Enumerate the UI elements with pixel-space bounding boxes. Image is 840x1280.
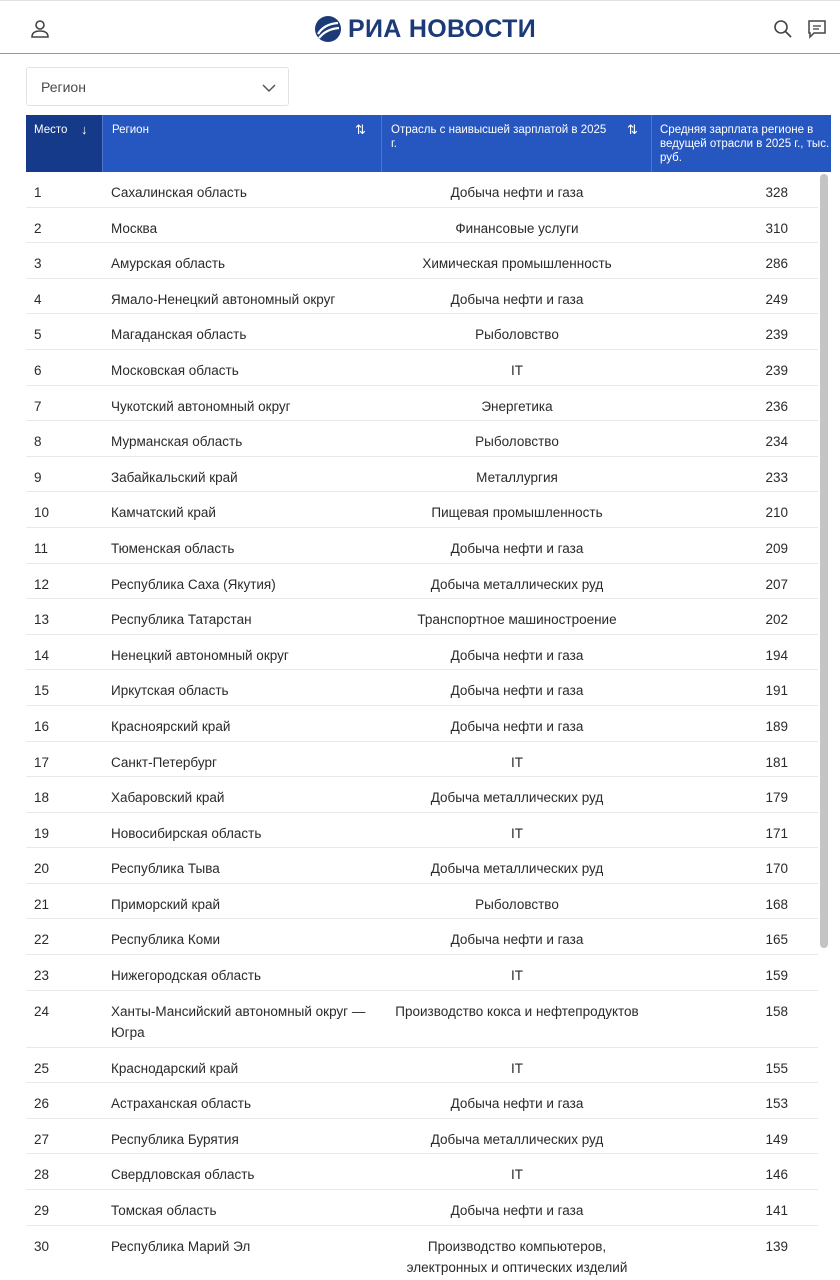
industry-cell: IT bbox=[511, 754, 523, 770]
salary-cell: 286 bbox=[765, 256, 788, 272]
table-row bbox=[26, 742, 818, 778]
salary-cell: 171 bbox=[765, 825, 788, 841]
salary-cell: 249 bbox=[765, 291, 788, 307]
industry-cell: IT bbox=[511, 968, 523, 984]
industry-cell: Финансовые услуги bbox=[455, 220, 579, 236]
table-row bbox=[26, 564, 818, 600]
search-icon[interactable] bbox=[772, 18, 794, 40]
table-row bbox=[26, 457, 818, 493]
region-cell: Иркутская область bbox=[111, 683, 229, 699]
top-bar bbox=[0, 0, 840, 54]
table-row bbox=[26, 421, 818, 457]
region-select[interactable] bbox=[26, 67, 289, 106]
table-row bbox=[26, 813, 818, 849]
logo-emblem-icon bbox=[314, 15, 342, 43]
rank-cell: 19 bbox=[34, 825, 50, 841]
salary-cell: 158 bbox=[765, 1003, 788, 1019]
scrollbar-thumb[interactable] bbox=[820, 174, 828, 948]
industry-cell: Производство компьютеров, электронных и оптических изделий bbox=[406, 1238, 628, 1275]
region-cell: Республика Бурятия bbox=[111, 1131, 239, 1147]
table-row bbox=[26, 1154, 818, 1190]
region-cell: Ненецкий автономный округ bbox=[111, 647, 289, 663]
region-cell: Тюменская область bbox=[111, 540, 235, 556]
rank-cell: 9 bbox=[34, 469, 42, 485]
column-header-industry[interactable] bbox=[381, 115, 651, 172]
region-cell: Приморский край bbox=[111, 896, 221, 912]
rank-cell: 14 bbox=[34, 647, 50, 663]
region-cell: Мурманская область bbox=[111, 434, 243, 450]
table-row bbox=[26, 955, 818, 991]
region-cell: Московская область bbox=[111, 362, 239, 378]
salary-cell: 191 bbox=[765, 683, 788, 699]
salary-cell: 236 bbox=[765, 398, 788, 414]
industry-cell: IT bbox=[511, 825, 523, 841]
salary-cell: 141 bbox=[765, 1203, 788, 1219]
region-cell: Республика Татарстан bbox=[111, 612, 252, 628]
table-row bbox=[26, 777, 818, 813]
table-row bbox=[26, 243, 818, 279]
table-row bbox=[26, 706, 818, 742]
rank-cell: 16 bbox=[34, 718, 50, 734]
industry-cell: Добыча нефти и газа bbox=[450, 718, 584, 734]
industry-cell: Добыча нефти и газа bbox=[450, 932, 584, 948]
salary-cell: 155 bbox=[765, 1060, 788, 1076]
industry-cell: Добыча нефти и газа bbox=[450, 647, 584, 663]
region-cell: Томская область bbox=[111, 1203, 217, 1219]
region-cell: Чукотский автономный округ bbox=[111, 398, 291, 414]
region-cell: Магаданская область bbox=[111, 327, 247, 343]
region-cell: Астраханская область bbox=[111, 1096, 252, 1112]
column-header-salary[interactable] bbox=[651, 115, 831, 172]
salary-cell: 153 bbox=[765, 1096, 788, 1112]
salary-cell: 239 bbox=[765, 327, 788, 343]
table-header bbox=[26, 115, 831, 172]
industry-cell: IT bbox=[511, 362, 523, 378]
table-row bbox=[26, 635, 818, 671]
rank-cell: 29 bbox=[34, 1203, 50, 1219]
rank-cell: 1 bbox=[34, 185, 42, 200]
rank-cell: 23 bbox=[34, 968, 50, 984]
salary-cell: 210 bbox=[765, 505, 788, 521]
salary-cell: 194 bbox=[765, 647, 788, 663]
column-header-label: Средняя зарплата регионе в ведущей отрасли в 2025 г., тыс. руб. bbox=[660, 124, 830, 164]
salary-cell: 310 bbox=[765, 220, 788, 236]
table-row bbox=[26, 386, 818, 422]
table-row bbox=[26, 1190, 818, 1226]
region-cell: Нижегородская область bbox=[111, 968, 262, 984]
table-row bbox=[26, 314, 818, 350]
table-row bbox=[26, 848, 818, 884]
rank-cell: 21 bbox=[34, 896, 50, 912]
user-icon[interactable] bbox=[29, 18, 51, 40]
rank-cell: 25 bbox=[34, 1060, 50, 1076]
rank-cell: 17 bbox=[34, 754, 50, 770]
rank-cell: 10 bbox=[34, 505, 50, 521]
table-row bbox=[26, 1119, 818, 1155]
rank-cell: 11 bbox=[34, 540, 49, 556]
industry-cell: IT bbox=[511, 1167, 523, 1183]
industry-cell: Добыча металлических руд bbox=[430, 790, 604, 806]
column-header-label: Место bbox=[34, 124, 68, 136]
industry-cell: Добыча нефти и газа bbox=[450, 185, 584, 200]
sort-toggle-icon[interactable]: ⇅ bbox=[355, 122, 366, 137]
rank-cell: 4 bbox=[34, 291, 42, 307]
chevron-down-icon bbox=[261, 80, 277, 96]
industry-cell: Металлургия bbox=[476, 469, 558, 485]
brand-name: РИА НОВОСТИ bbox=[348, 15, 536, 43]
salary-cell: 181 bbox=[765, 754, 788, 770]
table-row bbox=[26, 208, 818, 244]
table-row bbox=[26, 599, 818, 635]
rank-cell: 15 bbox=[34, 683, 50, 699]
rank-cell: 20 bbox=[34, 861, 50, 877]
region-cell: Камчатский край bbox=[111, 505, 216, 521]
region-cell: Хабаровский край bbox=[111, 790, 225, 806]
region-cell: Республика Саха (Якутия) bbox=[111, 576, 276, 592]
region-cell: Забайкальский край bbox=[111, 469, 238, 485]
industry-cell: Добыча нефти и газа bbox=[450, 1096, 584, 1112]
industry-cell: Рыболовство bbox=[475, 327, 559, 343]
region-cell: Республика Тыва bbox=[111, 861, 220, 877]
rank-cell: 12 bbox=[34, 576, 50, 592]
column-header-place[interactable] bbox=[26, 115, 102, 172]
table-row bbox=[26, 884, 818, 920]
salary-cell: 159 bbox=[765, 968, 788, 984]
column-header-label: Отрасль с наивысшей зарплатой в 2025 г. bbox=[391, 124, 607, 150]
rank-cell: 13 bbox=[34, 612, 50, 628]
industry-cell: Добыча нефти и газа bbox=[450, 540, 584, 556]
region-cell: Сахалинская область bbox=[111, 185, 247, 200]
table-row bbox=[26, 350, 818, 386]
table-row bbox=[26, 919, 818, 955]
industry-cell: IT bbox=[511, 1060, 523, 1076]
industry-cell: Пищевая промышленность bbox=[431, 505, 603, 521]
column-header-label: Регион bbox=[112, 124, 149, 136]
region-cell: Новосибирская область bbox=[111, 825, 262, 841]
table-row bbox=[26, 492, 818, 528]
salary-cell: 149 bbox=[765, 1131, 788, 1147]
region-cell: Республика Коми bbox=[111, 932, 221, 948]
rank-cell: 22 bbox=[34, 932, 50, 948]
region-cell: Ханты-Мансийский автономный округ — Югра bbox=[111, 1003, 366, 1040]
table-row bbox=[26, 1226, 818, 1280]
sort-toggle-icon[interactable]: ⇅ bbox=[627, 122, 638, 137]
salary-cell: 189 bbox=[765, 718, 788, 734]
table-row bbox=[26, 1083, 818, 1119]
industry-cell: Добыча нефти и газа bbox=[450, 683, 584, 699]
rank-cell: 6 bbox=[34, 362, 42, 378]
rank-cell: 7 bbox=[34, 398, 42, 414]
industry-cell: Транспортное машиностроение bbox=[417, 612, 617, 628]
rank-cell: 2 bbox=[34, 220, 42, 236]
salary-cell: 165 bbox=[765, 932, 788, 948]
rank-cell: 30 bbox=[34, 1238, 50, 1254]
table-row bbox=[26, 670, 818, 706]
salary-cell: 209 bbox=[765, 540, 788, 556]
column-header-region[interactable] bbox=[102, 115, 381, 172]
industry-cell: Рыболовство bbox=[475, 434, 559, 450]
industry-cell: Добыча металлических руд bbox=[430, 1131, 604, 1147]
salary-cell: 202 bbox=[765, 612, 788, 628]
table-row bbox=[26, 528, 818, 564]
industry-cell: Энергетика bbox=[481, 398, 553, 414]
rank-cell: 28 bbox=[34, 1167, 50, 1183]
table-row bbox=[26, 172, 818, 208]
rank-cell: 26 bbox=[34, 1096, 50, 1112]
salary-cell: 207 bbox=[765, 576, 788, 592]
region-cell: Красноярский край bbox=[111, 718, 231, 734]
region-cell: Амурская область bbox=[111, 256, 226, 272]
salary-cell: 146 bbox=[765, 1167, 788, 1183]
salary-cell: 139 bbox=[765, 1238, 788, 1254]
salary-cell: 234 bbox=[765, 434, 788, 450]
industry-cell: Производство кокса и нефтепродуктов bbox=[395, 1003, 639, 1019]
region-cell: Краснодарский край bbox=[111, 1060, 239, 1076]
region-cell: Москва bbox=[111, 220, 158, 236]
table-row bbox=[26, 1048, 818, 1084]
salary-cell: 328 bbox=[765, 185, 788, 200]
brand-logo[interactable] bbox=[314, 15, 536, 43]
industry-cell: Добыча металлических руд bbox=[430, 576, 604, 592]
rank-cell: 27 bbox=[34, 1131, 50, 1147]
industry-cell: Рыболовство bbox=[475, 896, 559, 912]
salary-cell: 233 bbox=[765, 469, 788, 485]
industry-cell: Добыча нефти и газа bbox=[450, 291, 584, 307]
rank-cell: 18 bbox=[34, 790, 50, 806]
salary-cell: 239 bbox=[765, 362, 788, 378]
region-cell: Санкт-Петербург bbox=[111, 754, 217, 770]
rank-cell: 5 bbox=[34, 327, 42, 343]
rank-cell: 8 bbox=[34, 434, 42, 450]
rank-cell: 24 bbox=[34, 1003, 50, 1019]
salary-cell: 168 bbox=[765, 896, 788, 912]
region-select-placeholder: Регион bbox=[41, 79, 86, 95]
table-row bbox=[26, 279, 818, 315]
rank-cell: 3 bbox=[34, 256, 42, 272]
chat-icon[interactable] bbox=[806, 18, 828, 40]
industry-cell: Добыча нефти и газа bbox=[450, 1203, 584, 1219]
table-body bbox=[26, 172, 818, 1280]
region-cell: Республика Марий Эл bbox=[111, 1238, 251, 1254]
industry-cell: Добыча металлических руд bbox=[430, 861, 604, 877]
region-cell: Ямало-Ненецкий автономный округ bbox=[111, 291, 336, 307]
table-row bbox=[26, 991, 818, 1048]
sort-desc-icon[interactable]: ↓ bbox=[81, 122, 88, 137]
salary-cell: 170 bbox=[765, 861, 788, 877]
region-cell: Свердловская область bbox=[111, 1167, 255, 1183]
industry-cell: Химическая промышленность bbox=[422, 256, 612, 272]
salary-cell: 179 bbox=[765, 790, 788, 806]
table-scrollbar[interactable] bbox=[818, 172, 830, 1280]
